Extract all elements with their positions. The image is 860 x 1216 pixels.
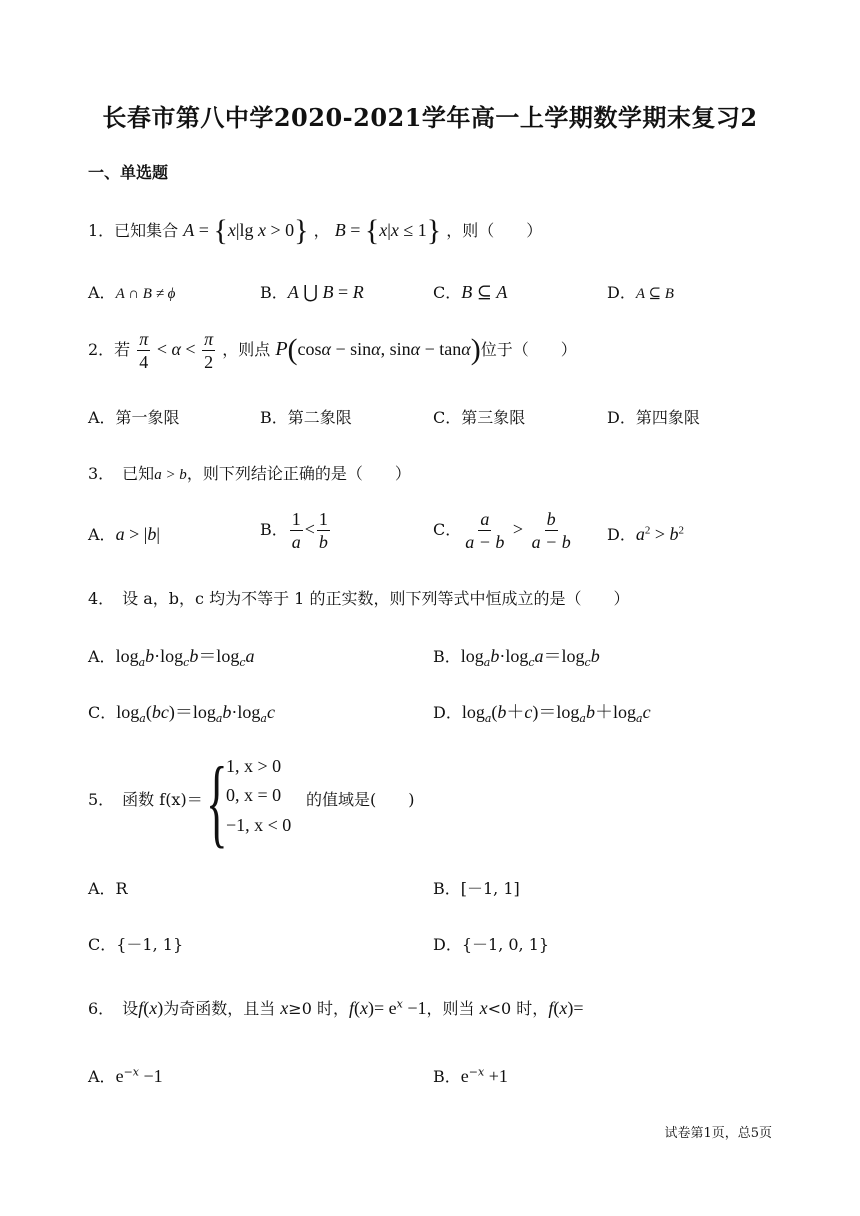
q6-option-a: A．$e^{-x} -1$	[88, 1065, 163, 1086]
question-1: 1．已知集合 A = {x|lg x > 0} ， B = {x|x ≤ 1} ，则（ ）	[88, 214, 543, 247]
q5-option-b: B．[－1, 1]	[433, 879, 520, 898]
q2-option-c: C．第三象限	[433, 408, 526, 427]
q1-prefix: 1．已知集合	[88, 221, 179, 240]
q4-option-c: C．$\log_a(bc)=\log_ab\cdot\log_ac$	[88, 702, 275, 726]
q5-case-3: −1, x < 0	[226, 815, 292, 835]
q5-suffix: 的值域是( )	[306, 790, 415, 809]
q1-option-b: B．A ⋃ B = R	[260, 282, 364, 302]
q2-option-b: B．第二象限	[260, 408, 352, 427]
page-title: 长春市第八中学2020-2021学年高一上学期数学期末复习2	[102, 103, 758, 132]
q4-option-a: A．$\log_ab\cdot\log_cb=\log_ca$	[88, 646, 255, 670]
q1-set-a: A	[183, 220, 195, 240]
q5-option-a: A．R	[88, 879, 128, 898]
section-heading: 一、单选题	[88, 163, 169, 182]
q2-option-a: A．第一象限	[88, 408, 180, 427]
q5-brace: {	[206, 746, 228, 857]
q3-option-d: D．$a^2 > b^2$	[607, 524, 684, 544]
q1-option-c: C．B ⊆ A	[433, 282, 508, 302]
question-4: 4． 设 a，b，c 均为不等于 1 的正实数，则下列等式中恒成立的是（ ）	[88, 589, 630, 608]
q5-option-d: D．{－1, 0, 1}	[433, 935, 550, 954]
q4-option-b: B．$\log_ab\cdot\log_ca=\log_cb$	[433, 646, 600, 670]
q2-fraction-pi-4: $\frac{\pi}{4}$	[139, 329, 149, 372]
q1-option-a: A．A ∩ B ≠ ϕ	[88, 283, 176, 302]
page-footer: 试卷第1页，总5页	[664, 1126, 772, 1141]
q3-option-b: B． $\frac{1}{a}$ < $\frac{1}{b}$	[260, 509, 328, 552]
q2-option-d: D．第四象限	[607, 408, 700, 427]
q1-option-d: D．A ⊆ B	[607, 283, 674, 302]
q1-set-b: B	[334, 220, 346, 240]
q5-case-2: 0, x = 0	[226, 785, 282, 805]
q3-option-a: A．a > |b|	[88, 524, 160, 544]
q5-case-1: 1, x > 0	[226, 756, 282, 776]
question-5: 5． 函数 f(x)＝	[88, 790, 203, 809]
question-3: 3． 已知a > b，则下列结论正确的是（ ）	[88, 464, 411, 483]
q6-option-b: B．$e^{-x} +1$	[433, 1065, 508, 1086]
q4-option-d: D．$\log_a(b+c)=\log_ab+\log_ac$	[433, 702, 651, 726]
q3-option-c: C． $\frac{a}{a - b}$ > $\frac{b}{a - b}$	[433, 509, 571, 552]
question-6: 6． 设f(x)为奇函数，且当 x≥0 时，$f(x)= e^x -1$，则当 x<0 时，f(x)=	[88, 997, 584, 1018]
q2-fraction-pi-2: $\frac{\pi}{2}$	[204, 329, 214, 372]
question-2: 2．若 $\frac{\pi}{4}$ < α < $\frac{\pi}{2}$ ，则点 P(cosα − sinα, sinα − tanα)位于（ ）	[88, 329, 577, 372]
q5-option-c: C．{－1, 1}	[88, 935, 184, 954]
